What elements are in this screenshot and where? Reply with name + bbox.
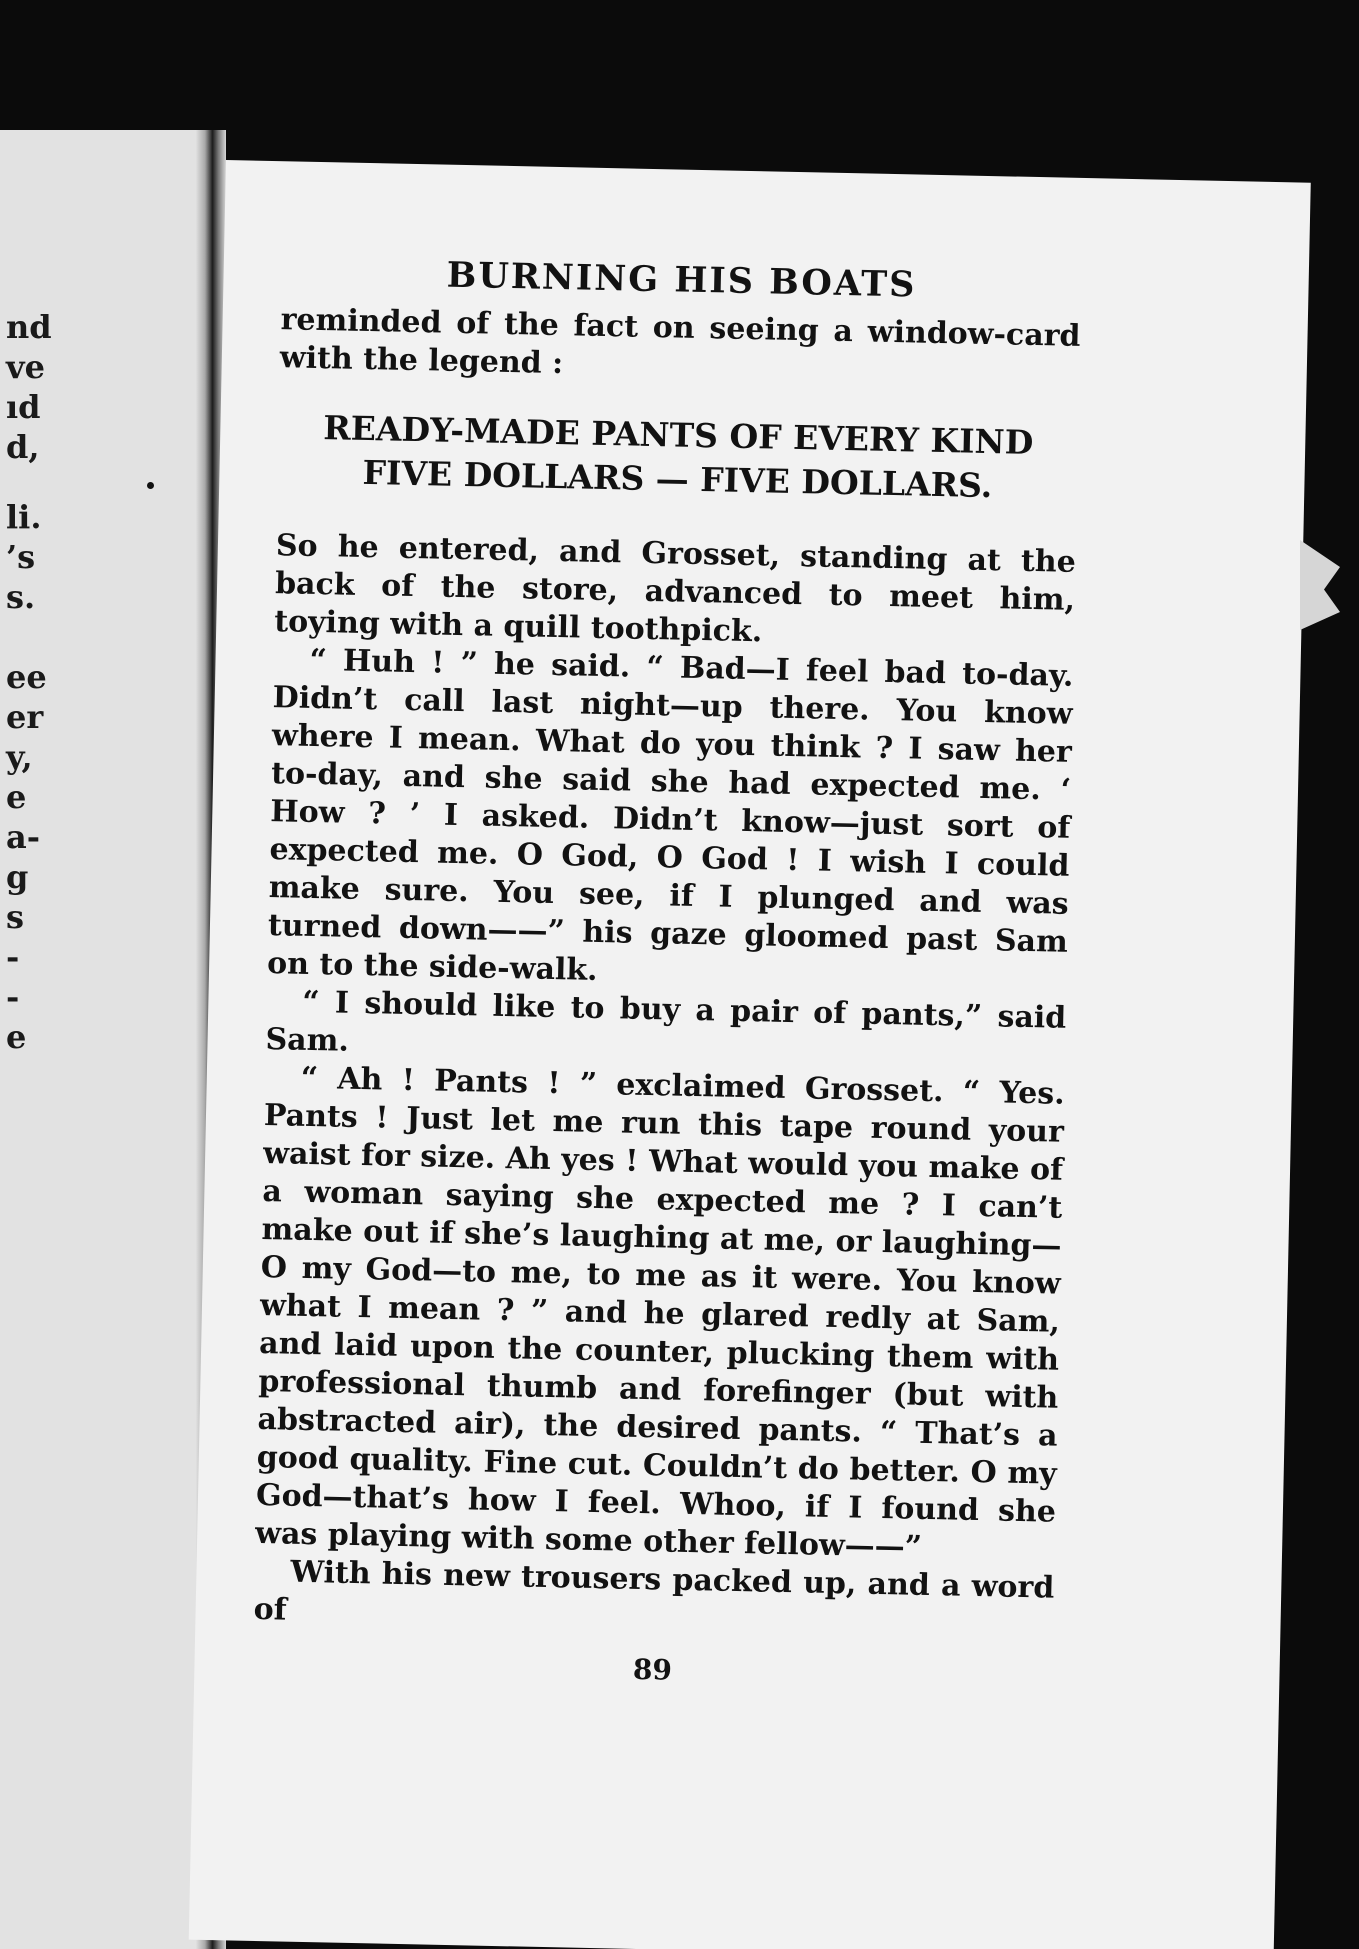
left-fragment: li.	[6, 498, 42, 536]
left-fragment: y,	[6, 738, 33, 776]
left-fragment: ıd	[6, 388, 41, 426]
torn-page-edge	[1300, 540, 1340, 630]
paragraph: So he entered, and Grosset, standing at the back of the store, advanced to meet him, toying with a quill toothpick.	[273, 528, 1077, 650]
left-fragment: g	[6, 858, 29, 896]
left-page	[0, 130, 200, 1949]
ink-dot	[147, 482, 154, 489]
window-card-legend	[277, 405, 1079, 510]
paragraph: “ I should like to buy a pair of pants,” said Sam.	[265, 984, 1067, 1059]
left-fragment: -	[6, 978, 20, 1016]
left-fragment: ’s	[6, 538, 36, 576]
left-fragment: -	[6, 938, 20, 976]
right-page	[189, 160, 1311, 1949]
left-fragment: ee	[6, 658, 47, 696]
page-number: 89	[632, 1652, 673, 1687]
paragraph: With his new trousers packed up, and a word of	[253, 1554, 1055, 1628]
left-fragment: ve	[6, 348, 45, 386]
running-head: BURNING HIS BOATS	[446, 254, 917, 306]
legend-line: FIVE DOLLARS — FIVE DOLLARS.	[362, 452, 993, 506]
left-fragment: e	[6, 778, 27, 816]
page-content	[252, 253, 1082, 1697]
paragraph: “ Huh ! ” he said. “ Bad—I feel bad to-day. Didn’t call last night—up there. You know where I mean. What do you think ? I saw her to-day, and she said she had expected me. ‘ How ? ’ I asked. Didn’t know—just sort of expected me. O God, O God ! I wish I could make sure. You see, if I plunged and was turned down——” his gaze gloomed past Sam on to the side-walk.	[266, 642, 1074, 988]
legend-line: READY-MADE PANTS OF EVERY KIND	[322, 408, 1034, 462]
paragraph: “ Ah ! Pants ! ” exclaimed Grosset. “ Yes. Pants ! Just let me run this tape round your waist for size. Ah yes ! What would you make of a woman saying she expected me ? I can’t make out if she’s laughing at me, or laughing—O my God—to me, to me as it were. You know what I mean ? ” and he glared redly at Sam, and laid upon the counter, plucking them with professional thumb and forefinger (but with abstracted air), the desired pants. “ That’s a good quality. Fine cut. Couldn’t do better. O my God—that’s how I feel. Whoo, if I found she was playing with some other fellow——”	[254, 1060, 1065, 1565]
left-fragment: s.	[6, 578, 36, 616]
left-fragment: e	[6, 1018, 27, 1056]
left-fragment: d,	[6, 428, 40, 466]
left-fragment: s	[6, 898, 25, 936]
left-page-text-fragments	[0, 130, 200, 1949]
left-fragment: nd	[6, 308, 52, 346]
left-fragment: er	[6, 698, 44, 736]
paragraph: reminded of the fact on seeing a window-card with the legend :	[279, 302, 1081, 382]
left-fragment: a-	[6, 818, 41, 856]
